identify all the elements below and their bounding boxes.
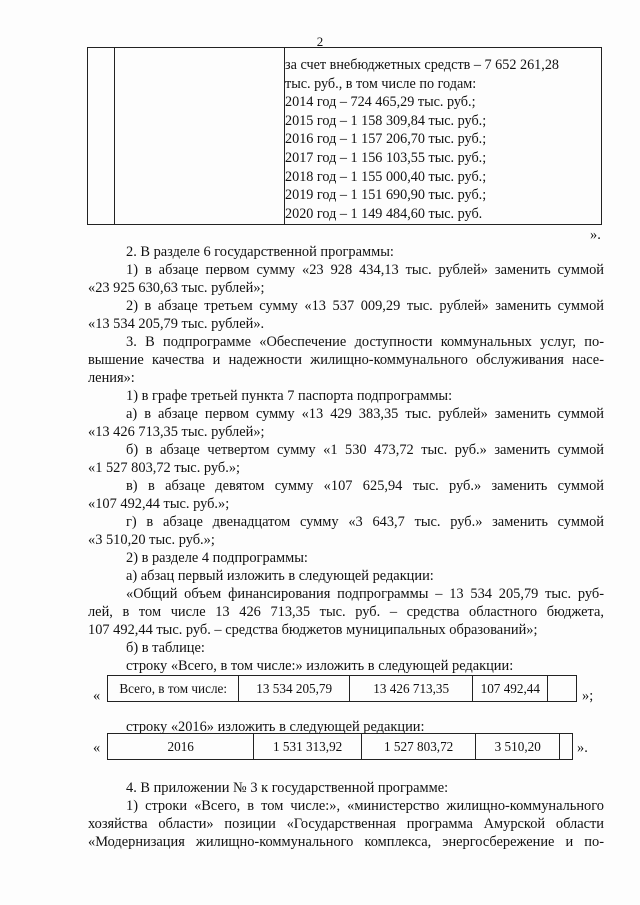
paragraph-line: «13 534 205,79 тыс. рублей». <box>88 316 265 332</box>
paragraph-line: «Общий объем финансирования подпрограммы – 13 534 205,79 тыс. руб- <box>126 586 604 602</box>
paragraph-line: 1) в абзаце первом сумму «23 928 434,13 тыс. рублей» заменить суммой <box>126 262 604 278</box>
table-line: 2020 год – 1 149 484,60 тыс. руб. <box>285 205 483 222</box>
table-line: 2015 год – 1 158 309,84 тыс. руб.; <box>285 112 487 129</box>
year-2016-row-table <box>107 733 573 760</box>
paragraph-line: б) в таблице: <box>126 640 205 656</box>
page-number: 2 <box>316 34 324 49</box>
paragraph-line: 107 492,44 тыс. руб. – средства бюджетов муниципальных образований»; <box>88 622 538 638</box>
paragraph-line: г) в абзаце двенадцатом сумму «3 643,7 тыс. руб.» заменить суммой <box>126 514 604 530</box>
table-line: 2018 год – 1 155 000,40 тыс. руб.; <box>285 168 487 185</box>
paragraph-line: 3. В подпрограмме «Обеспечение доступности коммунальных услуг, по- <box>126 334 604 350</box>
paragraph-line: «3 510,20 тыс. руб.»; <box>88 532 215 548</box>
paragraph-line: лей, в том числе 13 426 713,35 тыс. руб. – средства областного бюджета, <box>88 604 604 620</box>
cell-year: 2016 <box>108 734 254 759</box>
cell-municipal: 3 510,20 <box>476 734 560 759</box>
paragraph-line: б) в абзаце четвертом сумму «1 530 473,72 тыс. руб.» заменить суммой <box>126 442 604 458</box>
table-col-label <box>114 48 285 224</box>
quote-open: « <box>93 740 101 756</box>
paragraph-line: строку «2016» изложить в следующей редакции: <box>126 719 425 735</box>
table-col-number <box>88 48 115 224</box>
paragraph-line: 2. В разделе 6 государственной программы: <box>126 244 394 260</box>
table-line: 2017 год – 1 156 103,55 тыс. руб.; <box>285 149 487 166</box>
paragraph-line: «1 527 803,72 тыс. руб.»; <box>88 460 241 476</box>
cell-empty <box>548 676 576 701</box>
paragraph-line: строку «Всего, в том числе:» изложить в следующей редакции: <box>126 658 514 674</box>
total-row-table <box>107 675 577 702</box>
table-line: 2019 год – 1 151 690,90 тыс. руб.; <box>285 187 487 204</box>
paragraph-line: «107 492,44 тыс. руб.»; <box>88 496 230 512</box>
paragraph-line: 1) строки «Всего, в том числе:», «министерство жилищно-коммунального <box>126 798 604 814</box>
table-col-content <box>285 56 595 223</box>
paragraph-line: в) в абзаце девятом сумму «107 625,94 тыс. руб.» заменить суммой <box>126 478 604 494</box>
cell-total: 1 531 313,92 <box>254 734 362 759</box>
paragraph-line: «13 426 713,35 тыс. рублей»; <box>88 424 265 440</box>
paragraph-line: «Модернизация жилищно-коммунального комплекса, энергосбережение и по- <box>88 834 604 850</box>
quote-open: « <box>93 688 101 704</box>
paragraph-line: 2) в разделе 4 подпрограммы: <box>126 550 308 566</box>
cell-regional: 1 527 803,72 <box>362 734 477 759</box>
paragraph-line: 2) в абзаце третьем сумму «13 537 009,29 тыс. рублей» заменить суммой <box>126 298 604 314</box>
paragraph-line: а) в абзаце первом сумму «13 429 383,35 тыс. рублей» заменить суммой <box>126 406 604 422</box>
paragraph-line: 1) в графе третьей пункта 7 паспорта подпрограммы: <box>126 388 453 404</box>
cell-empty <box>560 734 572 759</box>
quote-close: ». <box>577 740 588 756</box>
table-closing-quote: ». <box>590 227 601 243</box>
table-line: тыс. руб., в том числе по годам: <box>285 75 477 92</box>
paragraph-line: а) абзац первый изложить в следующей редакции: <box>126 568 434 584</box>
cell-regional: 13 426 713,35 <box>350 676 473 701</box>
cell-label: Всего, в том числе: <box>108 676 239 701</box>
paragraph-line: 4. В приложении № 3 к государственной программе: <box>126 780 449 796</box>
cell-municipal: 107 492,44 <box>473 676 548 701</box>
cell-total: 13 534 205,79 <box>239 676 350 701</box>
paragraph-line: вышение качества и надежности жилищно-коммунального обслуживания насе- <box>88 352 604 368</box>
paragraph-line: «23 925 630,63 тыс. рублей»; <box>88 280 265 296</box>
table-line: за счет внебюджетных средств – 7 652 261,28 <box>285 57 560 73</box>
paragraph-line: ления»: <box>88 370 135 386</box>
table-line: 2016 год – 1 157 206,70 тыс. руб.; <box>285 131 487 148</box>
passport-table-fragment <box>87 47 602 225</box>
quote-close: »; <box>582 688 594 704</box>
paragraph-line: хозяйства области» позиции «Государственная программа Амурской области <box>88 816 604 832</box>
table-line: 2014 год – 724 465,29 тыс. руб.; <box>285 94 476 111</box>
